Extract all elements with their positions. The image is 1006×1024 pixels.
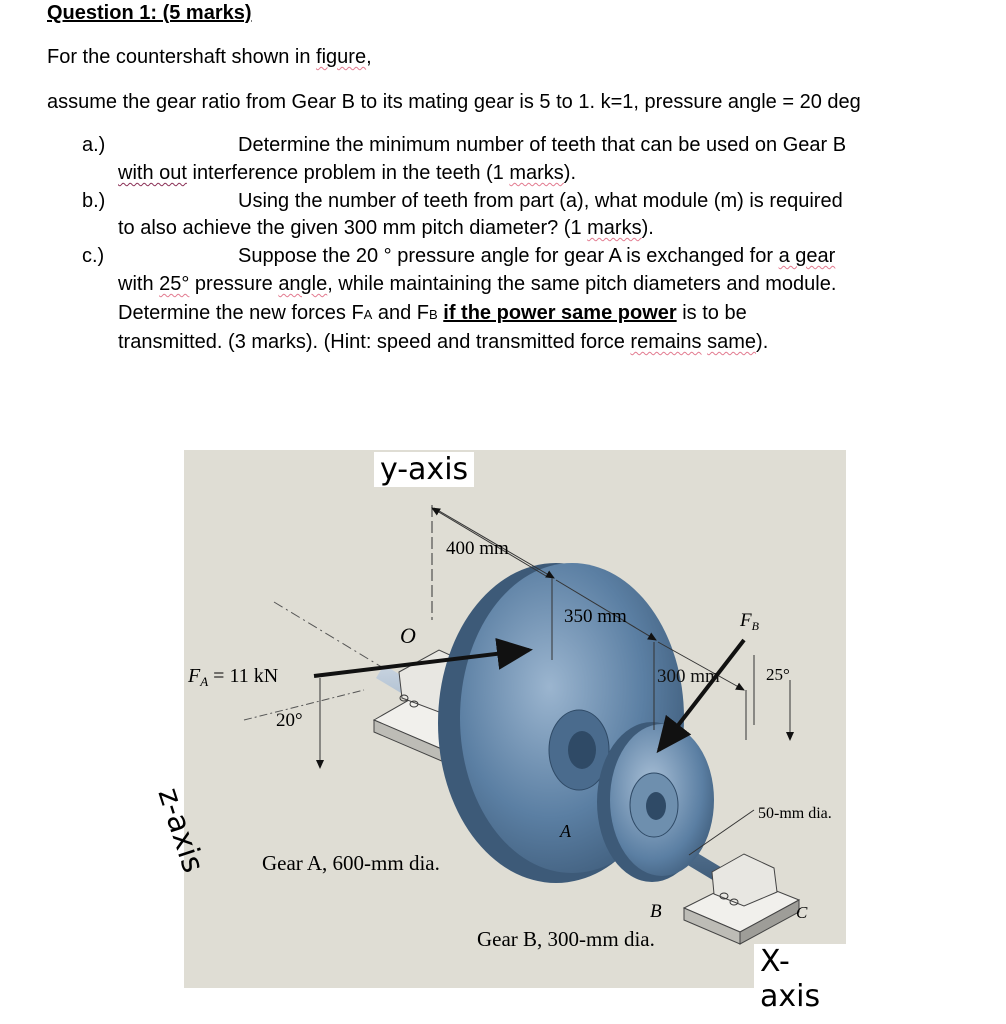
part-c-sub-a: A <box>363 307 373 322</box>
point-c-label: C <box>796 903 808 922</box>
force-fa-symbol: F <box>188 665 201 687</box>
angle-20-label: 20° <box>276 710 303 731</box>
part-c-text3: Determine the new forces F <box>118 302 364 324</box>
gear-a-letter: A <box>560 821 571 841</box>
part-c-text4: is to be <box>676 302 747 324</box>
intro-figure-word: figure <box>316 46 367 68</box>
part-c-text5: transmitted. (3 marks). (Hint: speed and transmitted force <box>118 331 631 353</box>
part-c-a-gear: a gear <box>778 245 836 267</box>
force-fb-sub: B <box>751 619 759 633</box>
part-b-line1: Using the number of teeth from part (a), what module (m) is required <box>238 190 843 212</box>
part-c-text2: , while maintaining the same pitch diameters and module. <box>327 273 837 295</box>
force-fa-value: = 11 kN <box>208 665 279 687</box>
dim-400-label: 400 mm <box>446 538 509 559</box>
angle-25-label: 25° <box>766 665 790 684</box>
force-fb-symbol: F <box>740 610 752 631</box>
intro-text: For the countershaft shown in <box>47 46 317 68</box>
point-o-label: O <box>400 623 416 648</box>
dim-350-label: 350 mm <box>564 606 627 627</box>
part-c-sub-b: B <box>429 307 438 322</box>
gear-b-letter: B <box>650 901 662 922</box>
part-c-line1 <box>238 245 835 268</box>
part-c-line2 <box>118 273 836 296</box>
z-axis-label: z-axis <box>150 783 211 877</box>
assumption-line: assume the gear ratio from Gear B to its mating gear is 5 to 1. k=1, pressure angle = 20 deg <box>47 91 861 113</box>
part-b-line2 <box>118 217 654 240</box>
part-c-text1: Suppose the 20 ° pressure angle for gear A is exchanged for <box>238 245 779 267</box>
part-c-25deg: 25° <box>159 273 190 295</box>
force-fa-sub: A <box>200 674 209 689</box>
part-b-marker: b.) <box>82 190 106 212</box>
y-axis-label: y-axis <box>374 452 474 487</box>
gear-b-caption: Gear B, 300-mm dia. <box>477 927 655 951</box>
part-a-marker: a.) <box>82 134 106 156</box>
part-a-marks: marks <box>509 162 564 184</box>
part-a-line1: Determine the minimum number of teeth that can be used on Gear B <box>238 134 847 156</box>
part-c-marker: c.) <box>82 245 105 267</box>
part-a-text: interference problem in the teeth (1 <box>186 162 510 184</box>
part-c-end: ). <box>756 331 769 353</box>
part-a-line2 <box>118 162 576 185</box>
part-a-without: with out <box>118 162 187 184</box>
intro-line <box>47 46 372 69</box>
part-c-line4 <box>118 331 768 354</box>
part-c-emphasis: if the power same power <box>443 302 677 324</box>
countershaft-diagram <box>184 450 846 988</box>
gear-a-caption: Gear A, 600-mm dia. <box>262 851 440 875</box>
part-c-angle: angle <box>278 273 328 295</box>
x-axis-label: X-axis <box>754 944 846 1014</box>
countershaft-figure <box>150 450 846 1014</box>
dim-300-label: 300 mm <box>657 666 720 687</box>
shaft-dia-label: 50-mm dia. <box>758 805 832 822</box>
part-b-marks: marks <box>587 217 642 239</box>
part-c-same: same <box>707 331 757 353</box>
part-c-with: with <box>118 273 160 295</box>
part-c-remains: remains <box>630 331 702 353</box>
part-c-pressure: pressure <box>189 273 279 295</box>
part-c-line3 <box>118 302 747 325</box>
part-c-and: and F <box>372 302 430 324</box>
part-b-text: to also achieve the given 300 mm pitch diameter? (1 <box>118 217 588 239</box>
part-b-end: ). <box>641 217 654 239</box>
part-a-end: ). <box>563 162 577 184</box>
intro-comma: , <box>366 46 372 68</box>
question-title: Question 1: (5 marks) <box>47 2 252 24</box>
